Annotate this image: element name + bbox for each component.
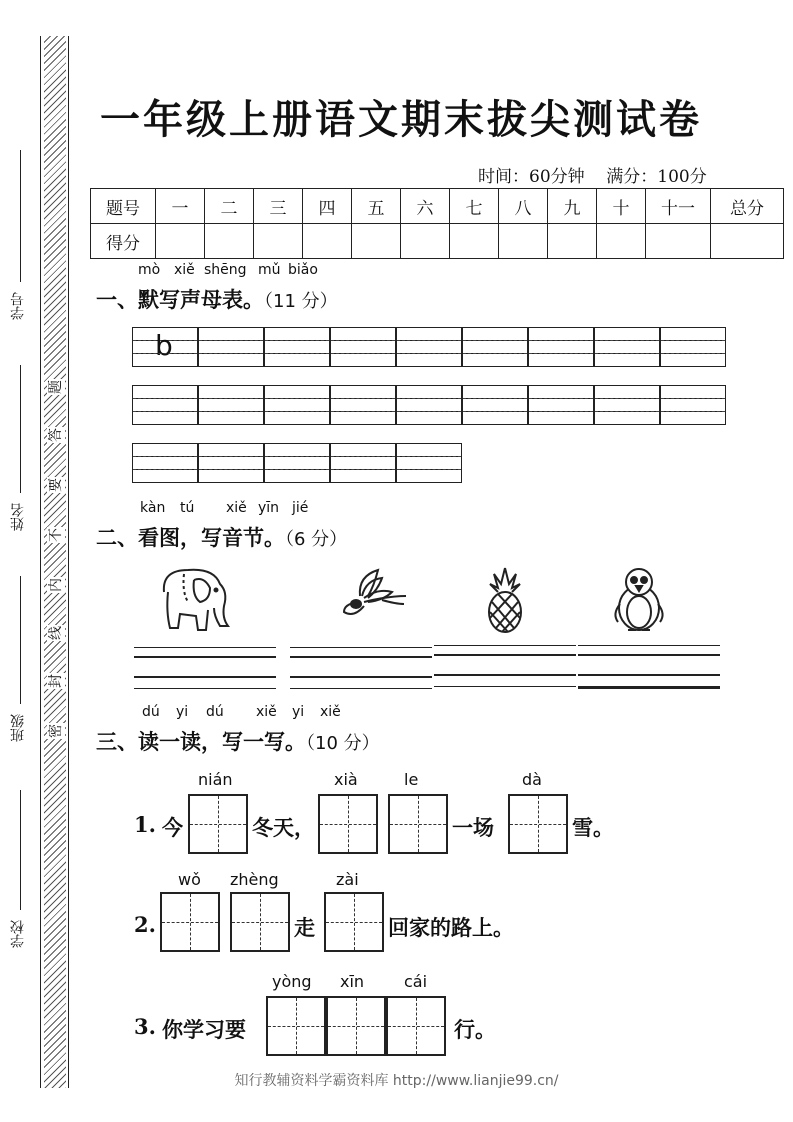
tianzi-box[interactable] [160,892,220,952]
column-header: 十一 [646,189,711,224]
question-number: 3. [134,1014,156,1039]
score-table [90,188,784,259]
question-text: 走 [294,915,315,940]
writing-cell[interactable] [199,386,265,424]
section-1-title [96,284,338,314]
school-rule [20,790,21,910]
writing-cell[interactable] [595,328,661,366]
tianzi-box[interactable] [266,996,326,1056]
pinyin: zhèng [230,870,279,889]
tianzi-box[interactable] [318,794,378,854]
example-letter: b [155,329,173,362]
question-text: 一场 [452,815,494,840]
pinyin: kàn [140,500,166,516]
pinyin: shēng [204,262,247,278]
column-header: 九 [548,189,597,224]
writing-grid-row-2[interactable] [132,385,726,425]
pinyin: xiě [226,500,247,516]
pinyin: xiě [256,704,277,720]
column-header: 总分 [711,189,784,224]
section-points: （6 分） [285,529,348,550]
tianzi-box[interactable] [188,794,248,854]
score-cell[interactable] [352,224,401,259]
pinyin: jié [292,500,309,516]
seal-char: 不 [48,528,64,542]
class-rule [20,576,21,704]
pinyin: yi [292,704,305,720]
pinyin: nián [198,770,233,789]
column-header: 四 [303,189,352,224]
writing-cell[interactable] [463,386,529,424]
binding-line-left [40,36,41,1088]
section-points: （11 分） [264,291,338,312]
writing-grid-row-3[interactable] [132,443,462,483]
writing-cell[interactable] [661,328,725,366]
pinyin: xià [334,770,358,789]
section-3-title [96,726,380,756]
footer-watermark: 知行教辅资料学霸资料库 http://www.lianjie99.cn/ [234,1073,559,1089]
tianzi-box[interactable] [324,892,384,952]
exam-meta [478,162,707,187]
column-header: 八 [499,189,548,224]
column-header: 三 [254,189,303,224]
seal-char: 要 [48,478,64,492]
class-label: 班级 [10,714,26,742]
pinyin: dú [206,704,224,720]
writing-cell[interactable] [265,444,331,482]
student-no-label: 学号 [10,292,26,320]
score-cell[interactable] [646,224,711,259]
score-cell[interactable] [401,224,450,259]
section-title-text: 二、看图，写音节。 [96,526,285,550]
row-label: 得分 [91,224,156,259]
writing-cell[interactable] [463,328,529,366]
writing-cell[interactable] [133,444,199,482]
butterfly-icon [338,566,410,628]
section-title-text: 三、读一读，写一写。 [96,730,306,754]
seal-char: 密 [48,724,64,738]
writing-cell[interactable] [331,386,397,424]
column-header: 二 [205,189,254,224]
writing-cell[interactable] [397,444,461,482]
name-rule [20,365,21,493]
question-text: 雪。 [572,815,614,840]
writing-cell[interactable] [331,328,397,366]
time-label: 时间：60分钟 [478,167,585,187]
column-header: 六 [401,189,450,224]
binding-hatch [44,36,66,1088]
seal-char: 答 [48,428,64,442]
pinyin: biǎo [288,262,318,278]
pinyin: xiě [320,704,341,720]
writing-cell[interactable] [331,444,397,482]
column-header: 七 [450,189,499,224]
answer-lines[interactable] [434,645,576,687]
question-text: 你学习要 [162,1017,246,1042]
answer-lines[interactable] [134,647,276,689]
score-cell[interactable] [205,224,254,259]
pinyin: wǒ [178,870,201,889]
writing-cell[interactable] [133,386,199,424]
school-label: 学校 [10,920,26,948]
writing-cell[interactable] [265,328,331,366]
student-no-rule [20,150,21,282]
answer-lines[interactable] [578,645,720,689]
writing-cell[interactable] [397,328,463,366]
pinyin: le [404,770,419,789]
writing-cell[interactable] [529,386,595,424]
page-title: 一年级上册语文期末拔尖测试卷 [100,96,702,143]
answer-lines[interactable] [290,647,432,689]
writing-cell[interactable] [595,386,661,424]
writing-cell[interactable] [133,328,199,366]
name-label: 姓名 [10,503,26,531]
pinyin: yi [176,704,189,720]
writing-cell[interactable] [199,328,265,366]
seal-char: 内 [48,578,64,592]
pinyin: dú [142,704,160,720]
section-points: （10 分） [306,733,380,754]
column-header: 十 [597,189,646,224]
writing-cell[interactable] [199,444,265,482]
seal-char: 封 [48,674,64,688]
score-cell[interactable] [254,224,303,259]
question-text: 今 [162,815,183,840]
score-table-score-row [91,224,784,259]
section-2-title [96,522,347,552]
question-text: 行。 [454,1017,496,1042]
column-header: 五 [352,189,401,224]
elephant-icon [154,562,238,634]
pinyin: yòng [272,972,312,991]
writing-grid-row-1[interactable] [132,327,726,367]
pinyin: xīn [340,972,365,991]
section-title-text: 一、默写声母表。 [96,288,264,312]
score-cell[interactable] [711,224,784,259]
pinyin: yīn [258,500,280,516]
score-table-header-row [91,189,784,224]
score-cell[interactable] [450,224,499,259]
tianzi-box[interactable] [230,892,290,952]
pinyin: mò [138,262,161,278]
column-header: 一 [156,189,205,224]
writing-cell[interactable] [661,386,725,424]
tianzi-box[interactable] [508,794,568,854]
score-cell[interactable] [548,224,597,259]
question-text: 回家的路上。 [388,915,514,940]
pineapple-icon [484,564,526,634]
score-cell[interactable] [303,224,352,259]
pinyin: mǔ [258,262,281,278]
tianzi-box[interactable] [386,996,446,1056]
score-cell[interactable] [499,224,548,259]
tianzi-box[interactable] [326,996,386,1056]
row-label: 题号 [91,189,156,224]
binding-line-right [68,36,69,1088]
pinyin: tú [180,500,195,516]
penguin-icon [610,566,668,634]
full-score-label: 满分：100分 [606,167,707,187]
tianzi-box[interactable] [388,794,448,854]
question-text: 冬天， [252,815,315,840]
pinyin: zài [336,870,359,889]
pinyin: xiě [174,262,195,278]
seal-char: 线 [48,626,64,640]
writing-cell[interactable] [397,386,463,424]
score-cell[interactable] [156,224,205,259]
writing-cell[interactable] [265,386,331,424]
pinyin: dà [522,770,542,789]
question-number: 1. [134,812,156,837]
writing-cell[interactable] [529,328,595,366]
seal-char: 题 [48,380,64,394]
pinyin: cái [404,972,428,991]
score-cell[interactable] [597,224,646,259]
question-number: 2. [134,912,156,937]
